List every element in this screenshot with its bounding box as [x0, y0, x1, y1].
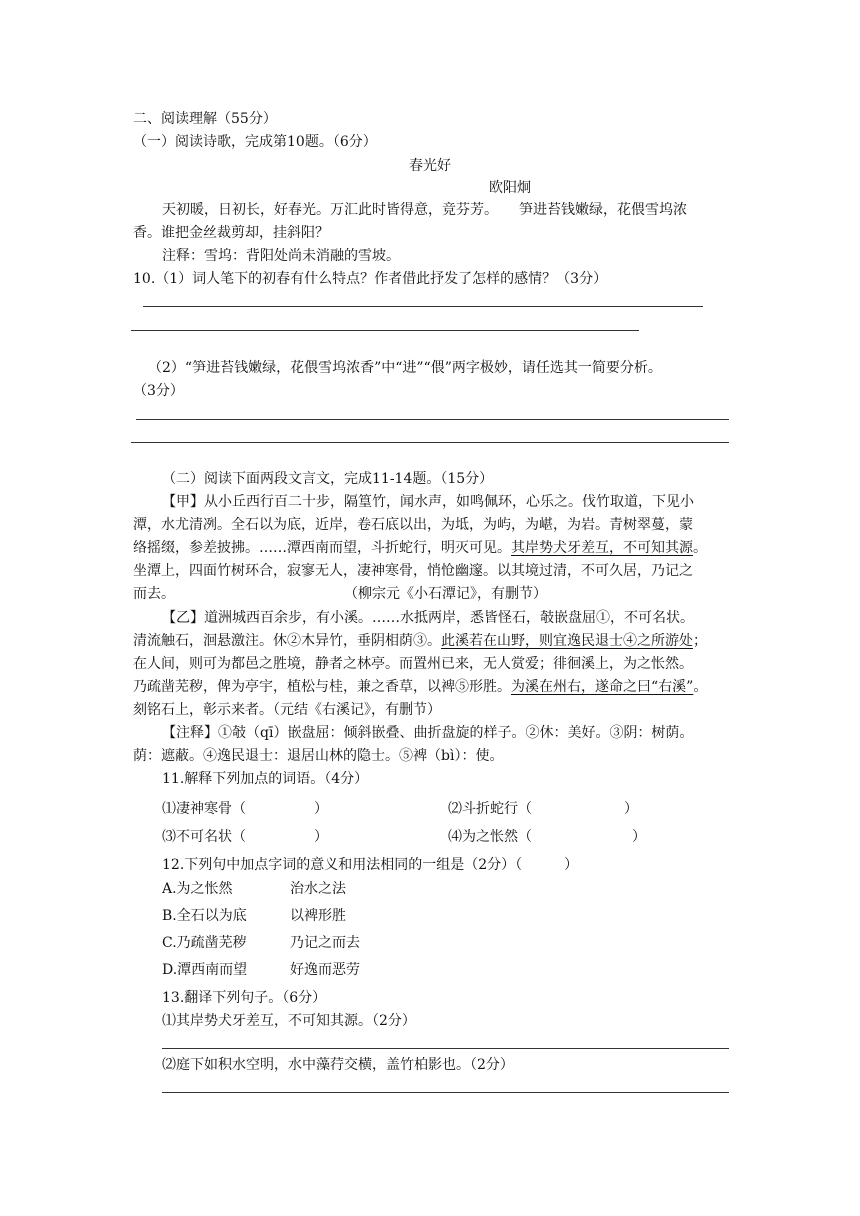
underlined-sentence: 此溪若在山野，则宜逸民退士④之所游处 — [441, 633, 693, 649]
notes-line-2: 荫：遮蔽。④逸民退士：退居山林的隐士。⑤裨（bì）：使。 — [133, 748, 504, 764]
answer-line[interactable] — [131, 330, 639, 331]
jia-line-5: 而去。 — [133, 586, 175, 602]
answer-line[interactable] — [162, 1092, 729, 1093]
answer-line[interactable] — [143, 306, 703, 307]
question-10-2-line-2: （3分） — [133, 383, 184, 399]
yi-line-4 — [133, 676, 707, 698]
yi-line-5: 刻铭石上，彰示来者。（元结《右溪记》，有删节） — [133, 702, 441, 718]
poem-author: 欧阳炯 — [489, 180, 531, 196]
poem-title: 春光好 — [409, 158, 451, 174]
q11-item-3: ⑶不可名状（ — [162, 829, 246, 845]
notes-line-1: 【注释】①攲（qī）嵌盘屈：倾斜嵌叠、曲折盘旋的样子。②休：美好。③阴：树荫。 — [162, 725, 694, 741]
jia-line-1: 【甲】从小丘西行百二十步，隔篁竹，闻水声，如鸣佩环，心乐之。伐竹取道，下见小 — [162, 494, 694, 510]
jia-line-3-text: 络摇缀，参差披拂。……潭西南而望，斗折蛇行，明灭可见。 — [133, 540, 511, 556]
q12-option-c-compare: 乃记之而去 — [290, 935, 360, 951]
section-title: 二、阅读理解（55分） — [133, 111, 277, 127]
part2-heading: （二）阅读下面两段文言文，完成11-14题。（15分） — [162, 471, 494, 487]
q11-item-1: ⑴凄神寒骨（ — [162, 801, 246, 817]
underlined-sentence: 其岸势犬牙差互，不可知其源 — [511, 540, 693, 556]
jia-line-3 — [133, 537, 707, 559]
jia-line-3-end: 。 — [693, 540, 707, 556]
question-10-2-line-1: （2）“笋进苔钱嫩绿，花偎雪坞浓香”中“进”“偎”两字极妙，请任选其一简要分析。 — [148, 360, 662, 376]
question-13: 13.翻译下列句子。（6分） — [162, 990, 327, 1006]
yi-line-4-end: 。 — [693, 679, 708, 695]
question-10-1: 10.（1）词人笔下的初春有什么特点？作者借此抒发了怎样的感情？（3分） — [133, 271, 608, 287]
yi-line-4-text: 乃疏凿芜秽，俾为亭宇，植松与桂，兼之香草，以裨⑤形胜。 — [133, 679, 511, 695]
q11-item-3-close: ） — [314, 829, 328, 845]
q12-option-d: D.潭西南而望 — [162, 962, 248, 978]
yi-line-3: 在人间，则可为都邑之胜境，静者之林亭。而置州已来，无人赏爱；徘徊溪上，为之怅然。 — [133, 656, 693, 672]
jia-source: （柳宗元《小石潭记》，有删节） — [344, 586, 547, 602]
underlined-sentence: 为溪在州右，遂命之曰“右溪” — [511, 679, 694, 695]
q11-item-4-close: ） — [632, 829, 646, 845]
q11-item-2-close: ） — [624, 801, 638, 817]
part1-heading: （一）阅读诗歌，完成第10题。（6分） — [133, 134, 377, 150]
question-13-1: ⑴其岸势犬牙差互，不可知其源。（2分） — [162, 1013, 416, 1029]
q11-item-2: ⑵斗折蛇行（ — [448, 801, 532, 817]
poem-line-2: 香。谁把金丝裁剪却，挂斜阳？ — [133, 225, 329, 241]
yi-line-1: 【乙】道洲城西百余步，有小溪。……水抵两岸，悉皆怪石，攲嵌盘屈①，不可名状。 — [162, 610, 694, 626]
jia-line-2: 潭，水尤清冽。全石以为底，近岸，卷石底以出，为坻，为屿，为嵁，为岩。青树翠蔓，蒙 — [133, 517, 693, 533]
q12-option-c: C.乃疏凿芜秽 — [162, 935, 247, 951]
q11-item-1-close: ） — [314, 801, 328, 817]
q12-option-a: A.为之怅然 — [162, 881, 233, 897]
answer-line[interactable] — [136, 419, 729, 420]
q12-option-a-compare: 治水之法 — [290, 881, 346, 897]
q12-option-b: B.全石以为底 — [162, 908, 247, 924]
yi-line-2-text: 清流触石，洄悬激注。休②木异竹，垂阴相荫③。 — [133, 633, 441, 649]
question-13-2: ⑵庭下如积水空明，水中藻荇交横，盖竹柏影也。（2分） — [162, 1057, 514, 1073]
question-11: 11.解释下列加点的词语。（4分） — [162, 771, 369, 787]
answer-line[interactable] — [162, 1048, 729, 1049]
q11-item-4: ⑷为之怅然（ — [448, 829, 532, 845]
jia-line-4: 坐潭上，四面竹树环合，寂寥无人，凄神寒骨，悄怆幽邃。以其境过清，不可久居，乃记之 — [133, 563, 693, 579]
answer-line[interactable] — [131, 442, 729, 443]
poem-line-1: 天初暖，日初长，好春光。万汇此时皆得意，竞芬芳。 笋进苔钱嫩绿，花偎雪坞浓 — [162, 202, 687, 218]
q12-option-b-compare: 以裨形胜 — [290, 908, 346, 924]
yi-line-2-end: ； — [693, 633, 707, 649]
question-12: 12.下列句中加点字词的意义和用法相同的一组是（2分）（ ） — [162, 857, 579, 873]
yi-line-2 — [133, 630, 707, 652]
poem-note: 注释：雪坞：背阳处尚未消融的雪坡。 — [162, 248, 400, 264]
q12-option-d-compare: 好逸而恶劳 — [290, 962, 360, 978]
